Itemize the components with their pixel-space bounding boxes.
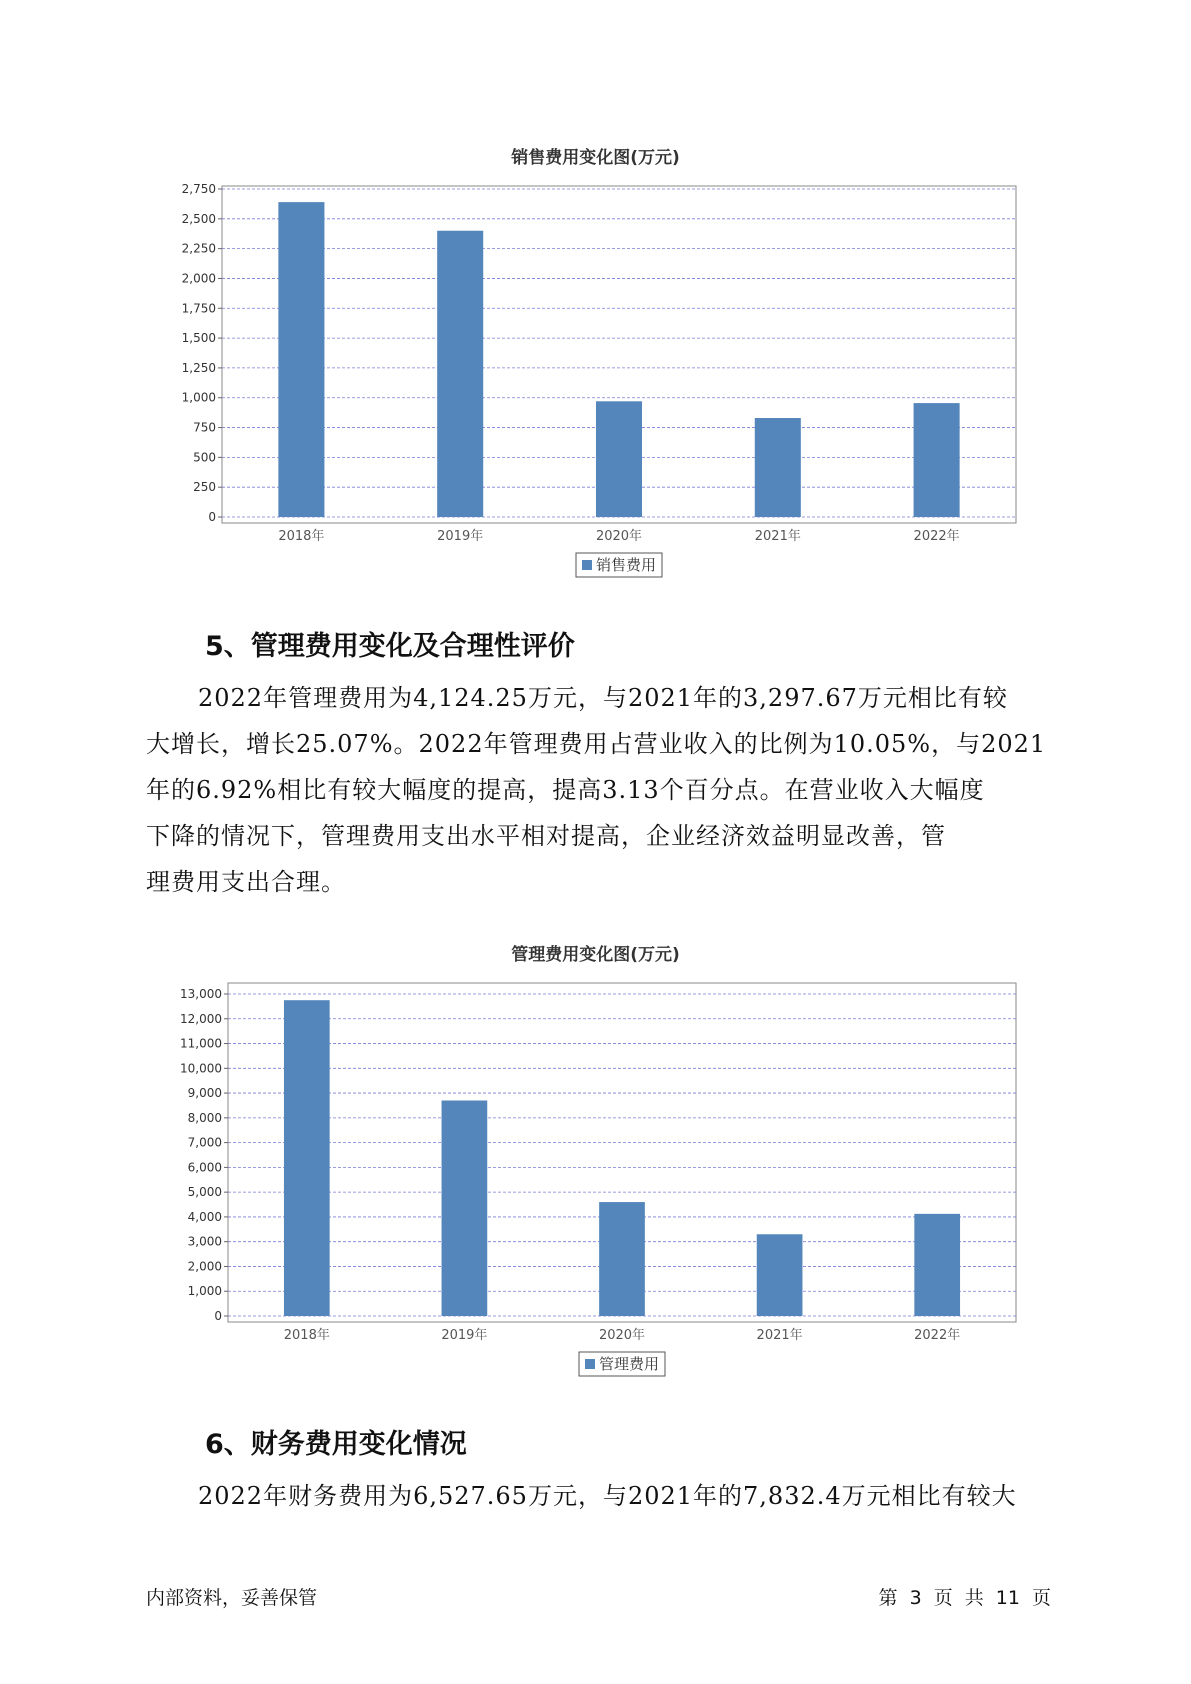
y-tick-label: 4,000 [187, 1209, 222, 1224]
chart-title-sales: 销售费用变化图(万元) [511, 148, 680, 168]
y-tick-label: 6,000 [187, 1160, 222, 1175]
y-tick-label: 2,000 [187, 1259, 222, 1274]
bar [914, 1214, 960, 1316]
bar [278, 202, 324, 517]
y-tick-label: 1,000 [181, 390, 216, 405]
x-tick-label: 2022年 [914, 1328, 961, 1343]
y-tick-label: 9,000 [187, 1086, 222, 1101]
section-5-heading: 5、管理费用变化及合理性评价 [205, 631, 575, 662]
section-5-paragraph [146, 675, 1046, 905]
y-tick-label: 13,000 [180, 987, 222, 1001]
x-tick-label: 2018年 [283, 1328, 330, 1343]
y-tick-label: 1,000 [187, 1284, 222, 1299]
y-tick-label: 7,000 [187, 1135, 222, 1150]
bar [757, 1234, 803, 1316]
y-tick-label: 2,750 [181, 182, 216, 196]
bar [755, 418, 801, 517]
x-tick-label: 2021年 [756, 1328, 803, 1343]
y-tick-label: 1,500 [181, 331, 216, 346]
y-tick-label: 0 [208, 510, 216, 524]
admin-expense-chart [0, 968, 1191, 1408]
paragraph-line: 下降的情况下，管理费用支出水平相对提高，企业经济效益明显改善，管 [146, 822, 946, 850]
y-tick-label: 11,000 [180, 1036, 222, 1051]
footer-page-number: 第 3 页 共 11 页 [878, 1587, 1051, 1609]
legend-swatch [582, 560, 592, 570]
y-tick-label: 2,500 [181, 211, 216, 226]
y-tick-label: 10,000 [180, 1061, 222, 1076]
section-6-heading: 6、财务费用变化情况 [205, 1429, 467, 1460]
bar [284, 1000, 330, 1316]
sales-expense-chart [0, 170, 1191, 630]
y-tick-label: 3,000 [187, 1234, 222, 1249]
x-tick-label: 2020年 [598, 1328, 646, 1343]
bar [596, 401, 642, 517]
y-tick-label: 2,250 [181, 241, 216, 256]
footer-confidential-note: 内部资料，妥善保管 [146, 1587, 318, 1609]
x-tick-label: 2019年 [437, 529, 484, 544]
y-tick-label: 1,250 [181, 360, 216, 375]
y-tick-label: 8,000 [187, 1110, 222, 1125]
y-tick-label: 750 [193, 420, 216, 435]
paragraph-line: 2022年管理费用为4,124.25万元，与2021年的3,297.67万元相比有较 [198, 684, 1008, 712]
legend-label: 管理费用 [599, 1355, 660, 1373]
bar [914, 403, 960, 517]
y-tick-label: 5,000 [187, 1185, 222, 1200]
x-tick-label: 2020年 [595, 529, 643, 544]
bar [599, 1202, 645, 1316]
y-tick-label: 0 [214, 1309, 222, 1323]
paragraph-line: 年的6.92%相比有较大幅度的提高，提高3.13个百分点。在营业收入大幅度 [146, 776, 985, 804]
y-tick-label: 250 [193, 480, 216, 495]
y-tick-label: 2,000 [181, 271, 216, 286]
paragraph-line: 2022年财务费用为6,527.65万元，与2021年的7,832.4万元相比有较大 [198, 1482, 1017, 1510]
y-tick-label: 1,750 [181, 301, 216, 316]
bar [437, 231, 483, 517]
y-tick-label: 500 [193, 450, 216, 465]
paragraph-line: 大增长，增长25.07%。2022年管理费用占营业收入的比例为10.05%，与2021 [146, 730, 1047, 758]
legend-label: 销售费用 [596, 556, 657, 574]
x-tick-label: 2018年 [278, 529, 325, 544]
legend-swatch [585, 1359, 595, 1369]
chart-title-admin: 管理费用变化图(万元) [511, 945, 680, 965]
x-tick-label: 2021年 [754, 529, 801, 544]
x-tick-label: 2019年 [441, 1328, 488, 1343]
x-tick-label: 2022年 [913, 529, 960, 544]
paragraph-line: 理费用支出合理。 [146, 868, 346, 896]
section-6-paragraph [146, 1473, 1046, 1519]
y-tick-label: 12,000 [180, 1011, 222, 1026]
bar [442, 1101, 488, 1316]
